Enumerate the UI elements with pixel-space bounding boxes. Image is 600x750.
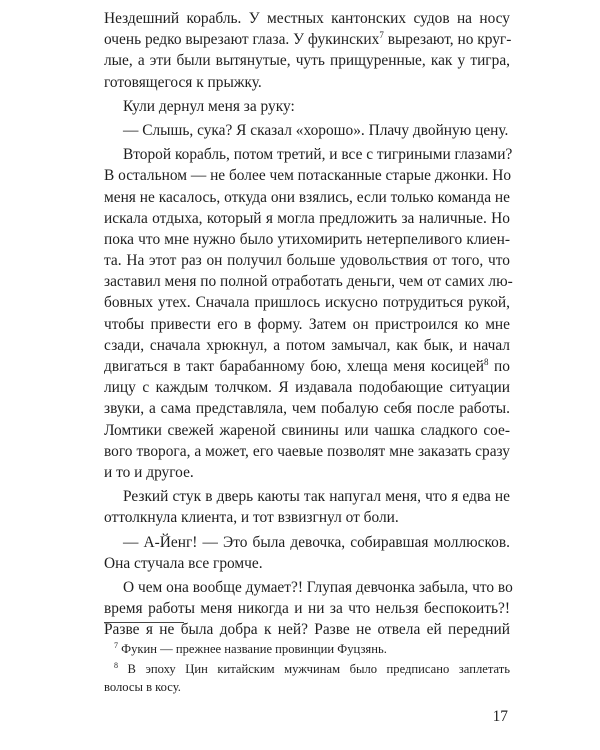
text-line: вого творога, а может, его чаевые позволят мне заказать сразу bbox=[104, 442, 510, 460]
text-line: и то и другое. bbox=[104, 463, 194, 481]
text-line: та. На этот раз он получил больше удовольствия от того, что bbox=[104, 252, 510, 270]
text-line: О чем она вообще думает?! Глупая девчонка забыла, что во bbox=[123, 578, 513, 596]
text-line: В остальном — не более чем потасканные старые джонки. Но bbox=[104, 167, 512, 185]
text-line bbox=[104, 29, 510, 50]
text-line: оттолкнула клиента, и тот взвизгнул от боли. bbox=[104, 509, 399, 527]
text-line: Второй корабль, потом третий, и все с тигриными глазами? bbox=[123, 146, 513, 164]
footnote-7 bbox=[104, 641, 510, 658]
text-segment: двигаться в такт барабанному бою, хлеща меня косицей bbox=[104, 358, 484, 375]
text-line: лицу с каждым толчком. Я издавала подобающие ситуации bbox=[104, 379, 510, 397]
footnote-ref-8: 8 bbox=[483, 357, 489, 367]
footnote-7-text: Фукин — прежнее название провинции Фуцзянь. bbox=[121, 642, 387, 656]
text-line: бовных утех. Сначала пришлось искусно потрудиться рукой, bbox=[104, 294, 510, 312]
text-line: сзади, сначала хрюкнул, а потом замычал, как бык, и начал bbox=[104, 336, 510, 354]
footnote-8-continuation: волосы в косу. bbox=[104, 679, 181, 694]
text-line: Кули дернул меня за руку: bbox=[123, 97, 295, 115]
footnote-8 bbox=[104, 661, 510, 678]
text-line: меня не касалось, откуда они взялись, если только команда не bbox=[104, 188, 510, 206]
text-line: пока что мне нужно было утихомирить нетерпеливого клиен- bbox=[104, 230, 510, 248]
text-line: Разве я не была добра к ней? Разве не отвела ей передний bbox=[104, 621, 510, 639]
text-line: звуки, а сама представляла, чем побалую себя после работы. bbox=[104, 400, 510, 418]
text-segment: вырезают, но круг- bbox=[383, 31, 512, 49]
text-line: искала отдыха, который я могла предложить за наличные. Но bbox=[104, 209, 510, 227]
text-line: чтобы привести его в форму. Затем он пристроился ко мне bbox=[104, 315, 510, 333]
footnote-8-text: В эпоху Цин китайским мужчинам было предписано заплетать bbox=[127, 662, 510, 677]
footnotes bbox=[104, 641, 510, 696]
footnote-mark-7: 7 bbox=[114, 641, 118, 650]
text-segment: очень редко вырезают глаза. У фукинских bbox=[104, 31, 380, 49]
body-text bbox=[104, 8, 513, 640]
text-line: время работы меня никогда и ни за что нельзя беспокоить?! bbox=[104, 600, 510, 618]
text-segment: по bbox=[488, 358, 510, 375]
footnote-ref-7: 7 bbox=[379, 30, 384, 41]
text-line: Нездешний корабль. У местных кантонских судов на носу bbox=[104, 10, 510, 27]
text-line: Резкий стук в дверь каюты так напугал меня, что я едва не bbox=[123, 488, 510, 506]
text-line bbox=[104, 356, 510, 377]
text-line: Ломтики свежей жареной свинины или чашка сладкого сое- bbox=[104, 421, 510, 439]
text-line: готовящегося к прыжку. bbox=[104, 73, 262, 91]
footnote-mark-8: 8 bbox=[114, 661, 118, 671]
footnote-divider bbox=[104, 622, 184, 623]
text-line: заставил меня по полной отработать деньги, чем от самих лю- bbox=[104, 273, 513, 291]
text-line: — Слышь, сука? Я сказал «хорошо». Плачу двойную цену. bbox=[123, 121, 509, 139]
page-number: 17 bbox=[492, 708, 508, 725]
text-line: — А-Йенг! — Это была девочка, собиравшая моллюсков. bbox=[123, 533, 510, 551]
text-line: Она стучала все громче. bbox=[104, 554, 263, 572]
text-line: лые, а эти были вытянутые, чуть прищуренные, как у тигра, bbox=[104, 52, 510, 70]
